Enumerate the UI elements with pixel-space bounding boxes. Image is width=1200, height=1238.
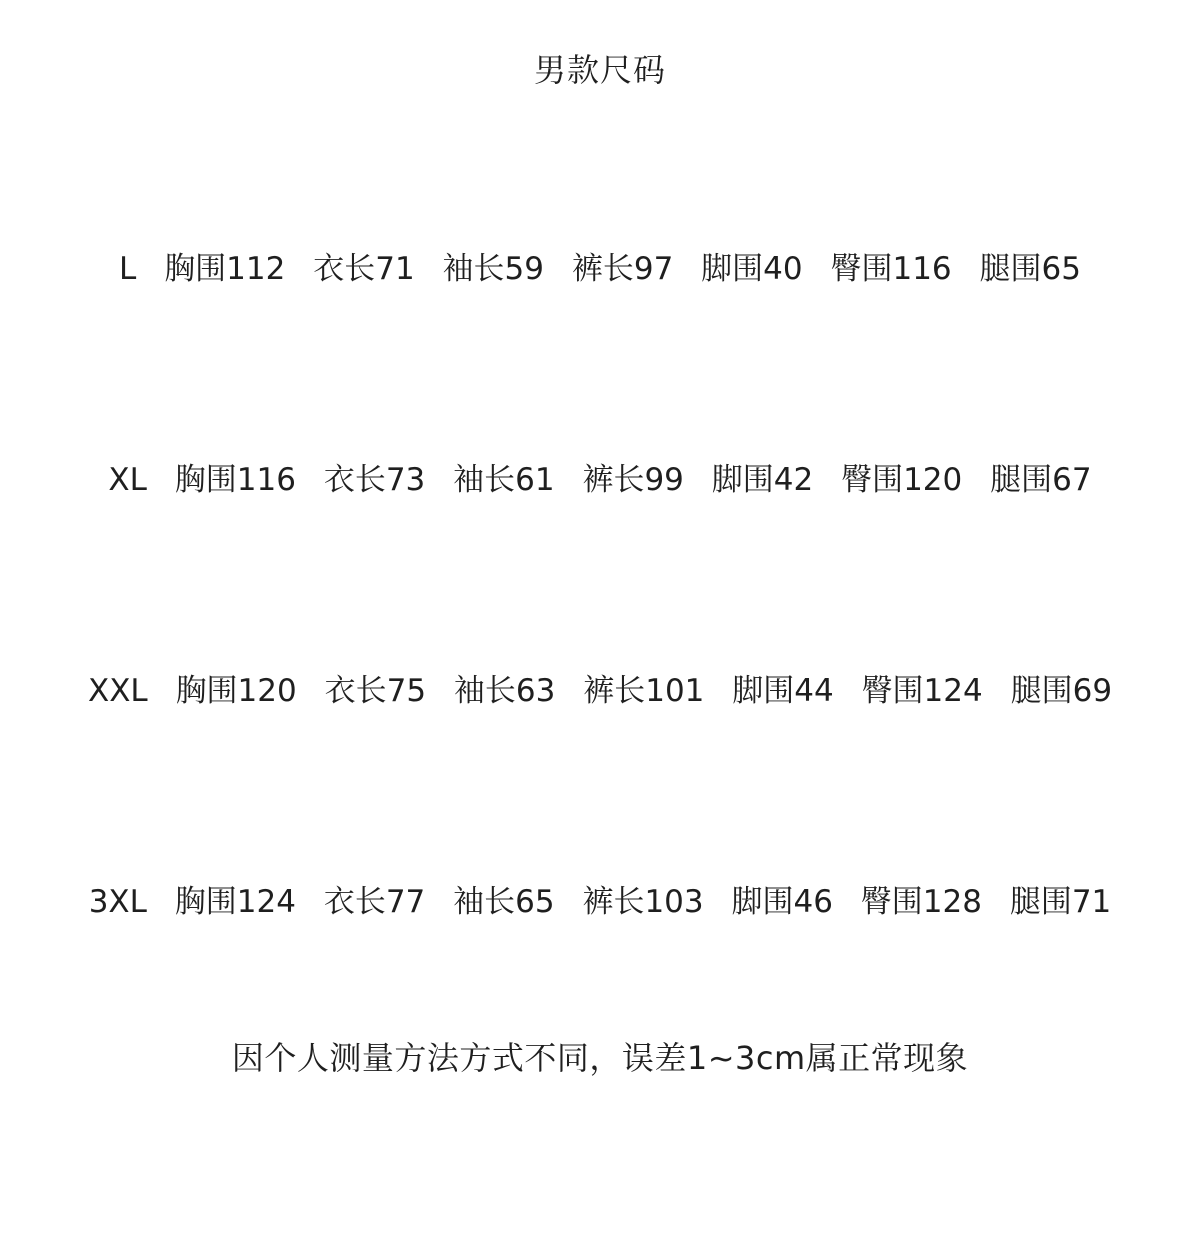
chest-measurement: 胸围124 bbox=[174, 884, 296, 920]
sleeve-measurement: 袖长61 bbox=[453, 462, 555, 498]
thigh-measurement: 腿围71 bbox=[1009, 884, 1112, 920]
hip-measurement: 臀围128 bbox=[860, 884, 982, 920]
sleeve-measurement: 袖长59 bbox=[442, 251, 544, 287]
hip-measurement: 臀围120 bbox=[841, 462, 963, 498]
size-row-xxl bbox=[0, 667, 1200, 715]
measurement-note: 因个人测量方法方式不同，误差1~3cm属正常现象 bbox=[231, 1039, 969, 1077]
chest-measurement: 胸围120 bbox=[175, 673, 297, 709]
size-label: XXL bbox=[87, 673, 148, 709]
size-row-xl bbox=[0, 456, 1200, 504]
hem-measurement: 脚围42 bbox=[711, 462, 814, 498]
length-measurement: 衣长77 bbox=[323, 884, 426, 920]
sleeve-measurement: 袖长65 bbox=[453, 884, 555, 920]
size-label: XL bbox=[108, 462, 147, 498]
hip-measurement: 臀围116 bbox=[830, 251, 952, 287]
thigh-measurement: 腿围65 bbox=[979, 251, 1081, 287]
pants-length-measurement: 裤长97 bbox=[571, 251, 674, 287]
hem-measurement: 脚围44 bbox=[732, 673, 834, 709]
hip-measurement: 臀围124 bbox=[861, 673, 983, 709]
pants-length-measurement: 裤长101 bbox=[583, 673, 705, 709]
length-measurement: 衣长73 bbox=[323, 462, 426, 498]
size-row-3xl bbox=[0, 878, 1200, 926]
length-measurement: 衣长75 bbox=[324, 673, 427, 709]
thigh-measurement: 腿围67 bbox=[990, 462, 1092, 498]
size-label: L bbox=[119, 251, 137, 287]
pants-length-measurement: 裤长99 bbox=[582, 462, 684, 498]
thigh-measurement: 腿围69 bbox=[1010, 673, 1113, 709]
hem-measurement: 脚围46 bbox=[731, 884, 833, 920]
chest-measurement: 胸围112 bbox=[164, 251, 286, 287]
length-measurement: 衣长71 bbox=[313, 251, 415, 287]
pants-length-measurement: 裤长103 bbox=[582, 884, 704, 920]
size-row-l bbox=[0, 245, 1200, 293]
sleeve-measurement: 袖长63 bbox=[453, 673, 556, 709]
page-title: 男款尺码 bbox=[533, 51, 666, 89]
hem-measurement: 脚围40 bbox=[701, 251, 803, 287]
size-label: 3XL bbox=[88, 884, 147, 920]
chest-measurement: 胸围116 bbox=[174, 462, 296, 498]
